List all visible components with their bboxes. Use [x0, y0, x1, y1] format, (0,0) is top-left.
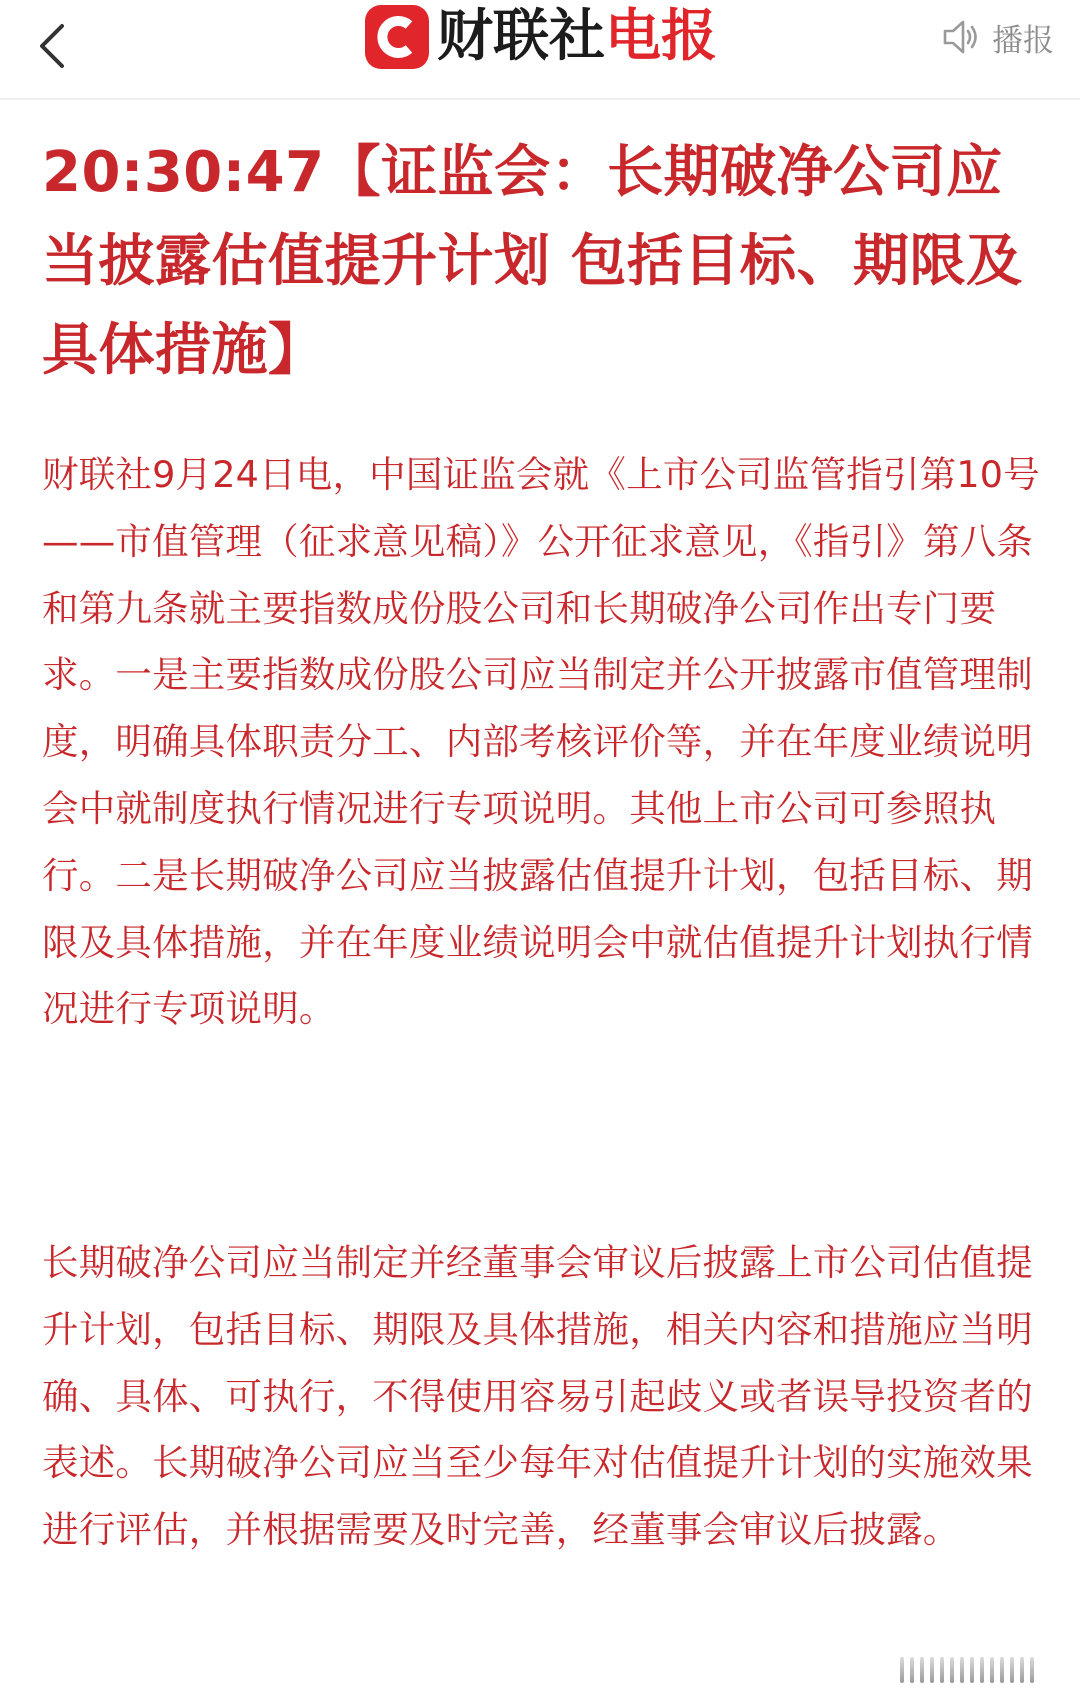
chevron-left-icon: [30, 10, 80, 80]
article-paragraph-2: 长期破净公司应当制定并经董事会审议后披露上市公司估值提升计划，包括目标、期限及具体措施，相关内容和措施应当明确、具体、可执行，不得使用容易引起歧义或者误导投资者的表述。长期破净公司应当至少每年对估值提升计划的实施效果进行评估，并根据需要及时完善，经董事会审议后披露。: [42, 1241, 1033, 1552]
broadcast-button[interactable]: [940, 14, 1054, 60]
logo-text-red: 电报: [605, 4, 717, 69]
c-logo-icon: [365, 5, 429, 69]
article-headline: 20:30:47【证监会：长期破净公司应当披露估值提升计划 包括目标、期限及具体措施】: [42, 140, 1023, 383]
watermark-graphic: [900, 1654, 1060, 1686]
cls-logo: [365, 4, 717, 70]
article-paragraph-1: 财联社9月24日电，中国证监会就《上市公司监管指引第10号——市值管理（征求意见稿）》公开征求意见，《指引》第八条和第九条就主要指数成份股公司和长期破净公司作出专门要求。一是主要指数成份股公司应当制定并公开披露市值管理制度，明确具体职责分工、内部考核评价等，并在年度业绩说明会中就制度执行情况进行专项说明。其他上市公司可参照执行。二是长期破净公司应当披露估值提升计划，包括目标、期限及具体措施，并在年度业绩说明会中就估值提升计划执行情况进行专项说明。: [42, 453, 1040, 1031]
broadcast-label: 播报: [992, 22, 1054, 59]
speaker-icon: [940, 16, 982, 58]
top-navigation-bar: [0, 0, 1080, 100]
logo-wordmark: [437, 4, 717, 70]
back-button[interactable]: [30, 10, 80, 80]
logo-text-dark: 财联社: [437, 4, 605, 69]
